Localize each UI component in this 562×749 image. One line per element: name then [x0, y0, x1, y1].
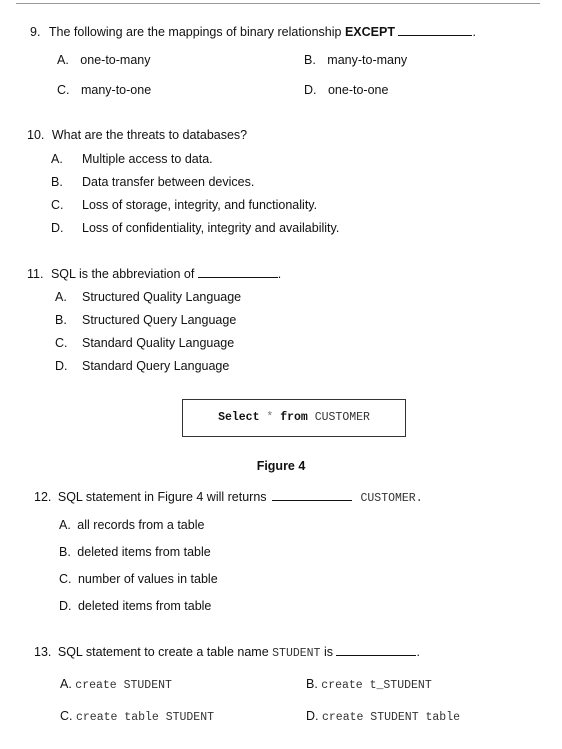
option-letter: C.	[57, 83, 70, 97]
option-letter: D.	[59, 599, 72, 613]
top-divider	[16, 3, 540, 4]
question-11-stem	[27, 267, 281, 281]
q12-option-a[interactable]	[59, 518, 204, 532]
option-letter: C.	[55, 336, 68, 350]
option-letter: A.	[59, 518, 71, 532]
q11-option-d[interactable]	[55, 359, 229, 373]
option-letter: B.	[55, 313, 67, 327]
q10-option-c[interactable]	[51, 198, 317, 212]
option-text: Structured Query Language	[82, 313, 237, 327]
option-letter: B.	[304, 53, 316, 67]
option-letter: B.	[51, 175, 63, 189]
question-tail: .	[277, 267, 282, 281]
option-text: create STUDENT	[75, 679, 172, 692]
question-text: SQL is the abbreviation of	[50, 267, 195, 281]
figure-4-code-box	[182, 399, 406, 437]
q11-option-c[interactable]	[55, 336, 234, 350]
q13-option-d[interactable]	[306, 709, 460, 724]
q9-option-c[interactable]	[57, 83, 151, 97]
q10-option-b[interactable]	[51, 175, 254, 189]
option-letter: C.	[59, 572, 72, 586]
question-is: is	[323, 645, 333, 659]
sql-table-name: CUSTOMER	[314, 411, 370, 424]
question-number: 9.	[30, 25, 41, 39]
question-emphasis: EXCEPT	[344, 25, 395, 39]
option-text: deleted items from table	[77, 545, 211, 559]
figure-caption: Figure 4	[256, 459, 306, 473]
question-text: SQL statement to create a table name	[57, 645, 269, 659]
sql-keyword-from: from	[280, 411, 308, 424]
option-letter: A.	[60, 677, 72, 691]
option-text: many-to-one	[80, 83, 152, 97]
q13-option-a[interactable]	[60, 677, 172, 692]
answer-blank	[336, 655, 416, 656]
option-text: deleted items from table	[77, 599, 212, 613]
q10-option-d[interactable]	[51, 221, 339, 235]
option-letter: B.	[59, 545, 71, 559]
q11-option-b[interactable]	[55, 313, 236, 327]
question-number: 13.	[34, 645, 52, 659]
option-letter: B.	[306, 677, 318, 691]
option-text: Structured Quality Language	[82, 290, 242, 304]
q11-option-a[interactable]	[55, 290, 241, 304]
option-text: number of values in table	[77, 572, 218, 586]
option-text: Loss of confidentiality, integrity and availability.	[82, 221, 340, 235]
q10-option-a[interactable]	[51, 152, 213, 166]
option-text: Loss of storage, integrity, and functionality.	[82, 198, 318, 212]
answer-blank	[272, 500, 352, 501]
question-number: 12.	[34, 490, 52, 504]
option-text: many-to-many	[327, 53, 408, 67]
option-letter: A.	[51, 152, 63, 166]
question-text: SQL statement in Figure 4 will returns	[57, 490, 267, 504]
q9-option-b[interactable]	[304, 53, 407, 67]
option-text: Standard Query Language	[82, 359, 230, 373]
q12-option-d[interactable]	[59, 599, 211, 613]
question-number: 10.	[27, 128, 45, 142]
question-13-stem	[34, 645, 420, 660]
option-text: create STUDENT table	[321, 711, 461, 724]
question-12-stem	[34, 490, 423, 505]
question-9-stem	[30, 25, 476, 39]
option-text: create t_STUDENT	[321, 679, 432, 692]
sql-keyword-select: Select	[218, 411, 260, 424]
option-text: create table STUDENT	[75, 711, 215, 724]
question-tail: CUSTOMER.	[360, 492, 423, 505]
question-number: 11.	[27, 267, 44, 281]
question-text: The following are the mappings of binary relationship	[48, 25, 342, 39]
option-letter: D.	[306, 709, 319, 723]
option-letter: C.	[51, 198, 64, 212]
option-letter: D.	[55, 359, 68, 373]
q13-option-b[interactable]	[306, 677, 432, 692]
question-code: STUDENT	[272, 647, 321, 660]
question-10-stem	[27, 128, 247, 142]
option-text: all records from a table	[77, 518, 205, 532]
q9-option-a[interactable]	[57, 53, 150, 67]
option-text: Multiple access to data.	[82, 152, 213, 166]
option-text: Standard Quality Language	[82, 336, 235, 350]
option-letter: D.	[51, 221, 64, 235]
answer-blank	[198, 277, 278, 278]
option-letter: D.	[304, 83, 317, 97]
option-text: one-to-many	[80, 53, 151, 67]
q13-option-c[interactable]	[60, 709, 214, 724]
option-letter: A.	[55, 290, 67, 304]
sql-code	[183, 411, 405, 424]
option-letter: A.	[57, 53, 69, 67]
option-letter: C.	[60, 709, 73, 723]
question-tail: .	[472, 25, 476, 39]
sql-star: *	[266, 411, 274, 424]
option-text: Data transfer between devices.	[82, 175, 255, 189]
q12-option-b[interactable]	[59, 545, 211, 559]
question-text: What are the threats to databases?	[51, 128, 248, 142]
question-tail: .	[416, 645, 420, 659]
answer-blank	[398, 35, 472, 36]
q12-option-c[interactable]	[59, 572, 218, 586]
q9-option-d[interactable]	[304, 83, 388, 97]
option-text: one-to-one	[327, 83, 389, 97]
